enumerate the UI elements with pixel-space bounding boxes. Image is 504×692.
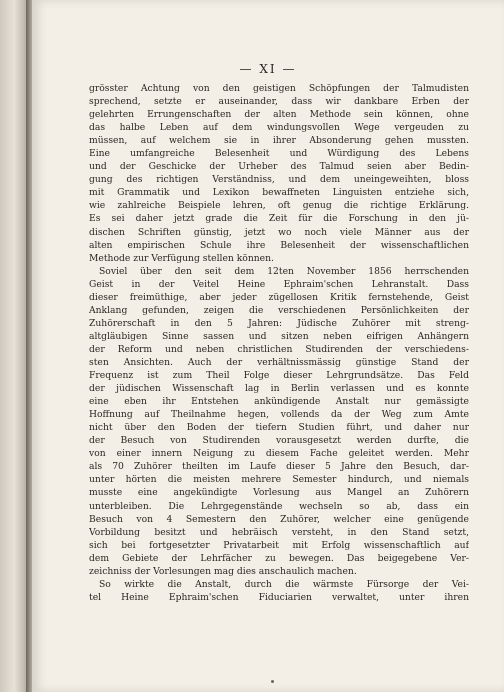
- text-line: tel Heine Ephraim'schen Fiduciarien verwaltet, unter ihren: [89, 591, 469, 603]
- text-line: unterbleiben. Die Lehrgegenstände wechseln so ab, dass ein: [89, 500, 469, 512]
- text-line: als 70 Zuhörer theilten im Laufe dieser 5 Jahre den Besuch, dar-: [89, 461, 469, 473]
- text-line: Soviel über den seit dem 12ten November 1856 herrschenden: [99, 265, 469, 277]
- text-line: der Besuch von Studirenden vorausgesetzt werden durfte, die: [89, 435, 469, 447]
- text-line: Methode zur Verfügung stellen können.: [89, 252, 274, 264]
- text-line: Vorbildung besitzt und hebräisch versteht, in den Stand setzt,: [89, 526, 469, 538]
- text-line: Frequenz ist zum Theil Folge dieser Lehrgrundsätze. Das Feld: [89, 370, 469, 382]
- text-line: Geist in der Veitel Heine Ephraim'schen Lehranstalt. Dass: [89, 278, 469, 290]
- text-line: zeichniss der Vorlesungen mag dies anschaulich machen.: [89, 565, 357, 577]
- page-number: — XI —: [239, 62, 297, 76]
- text-line: dieser freimüthige, aber jeder zügellosen Kritik fernstehende, Geist: [89, 291, 469, 303]
- text-line: Besuch von 4 Semestern den Zuhörer, welcher eine genügende: [89, 513, 469, 525]
- text-line: So wirkte die Anstalt, durch die wärmste Fürsorge der Vei-: [99, 578, 469, 590]
- text-line: grösster Achtung von den geistigen Schöpfungen der Talmudisten: [89, 83, 469, 94]
- text-line: Hoffnung auf Theilnahme hegen, vollends da der Weg zum Amte: [89, 409, 469, 421]
- text-line: gelehrten Errungenschaften der alten Methode sein können, ohne: [89, 109, 469, 121]
- text-line: alten empirischen Schule ihre Belesenheit der wissenschaftlichen: [89, 239, 469, 251]
- text-line: Zuhörerschaft in den 5 Jahren: Jüdische Zuhörer mit streng-: [89, 317, 469, 329]
- book-page: [32, 0, 504, 692]
- text-line: gung des richtigen Verständniss, und dem uneingeweihten, bloss: [89, 174, 469, 186]
- text-line: dem Gebiete der Lehrfächer zu bewegen. Das beigegebene Ver-: [89, 552, 469, 564]
- text-line: musste eine angekündigte Vorlesung aus Mangel an Zuhörern: [89, 487, 469, 499]
- text-line: und der Geschicke der Urheber des Talmud seien aber Bedin-: [89, 161, 469, 173]
- text-line: sich bei fortgesetzter Privatarbeit mit Erfolg wissenschaftlich auf: [89, 539, 469, 551]
- text-line: unter hörten die meisten mehrere Semester hindurch, und niemals: [89, 474, 469, 486]
- text-line: der jüdischen Wissenschaft lag in Berlin verlassen und es konnte: [89, 383, 469, 395]
- page-speck: [271, 680, 274, 683]
- text-line: sprechend, setzte er auseinander, dass wir dankbare Erben der: [89, 96, 469, 108]
- body-text: [89, 82, 469, 604]
- left-page-edge: [0, 0, 26, 692]
- text-line: altgläubigen Sinne sassen und sitzen neben eifrigen Anhängern: [89, 330, 469, 342]
- text-line: eine eben ihr Entstehen ankündigende Anstalt nur gemässigte: [89, 396, 469, 408]
- text-line: wie zahlreiche Beispiele lehren, oft genug die richtige Erklärung.: [89, 200, 469, 212]
- text-line: nicht über den Boden der tiefern Studien führt, und daher nur: [89, 422, 469, 434]
- text-line: der Reform und neben christlichen Studirenden der verschiedens-: [89, 343, 469, 355]
- text-line: Eine umfangreiche Belesenheit und Würdigung des Lebens: [89, 148, 469, 160]
- text-line: von einer innern Neigung zu diesem Fache geleitet werden. Mehr: [89, 448, 469, 460]
- text-line: Es sei daher jetzt grade die Zeit für die Forschung in den jü-: [89, 213, 469, 225]
- text-line: dischen Schriften günstig, jetzt wo noch viele Männer aus der: [89, 226, 469, 238]
- text-line: sten Ansichten. Auch der verhältnissmässig günstige Stand der: [89, 356, 469, 368]
- text-line: mit Grammatik und Lexikon bewaffneten Linguisten entziehe sich,: [89, 187, 469, 199]
- text-line: Anklang gefunden, zeigen die verschiedenen Persönlichkeiten der: [89, 304, 469, 316]
- text-line: das halbe Leben auf dem windungsvollen Wege vergeuden zu: [89, 122, 469, 134]
- text-line: müssen, auf welchem sie in ihrer Absonderung gehen mussten.: [89, 135, 469, 147]
